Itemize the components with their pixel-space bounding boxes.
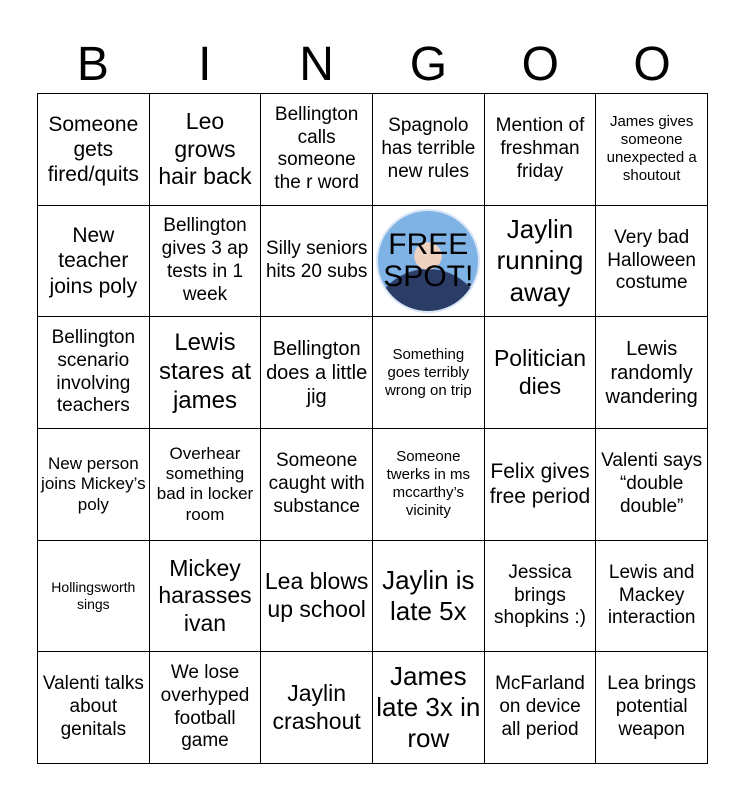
bingo-cell[interactable] <box>38 94 150 206</box>
cell-text: Something goes terribly wrong on trip <box>384 345 472 399</box>
cell-text: Mickey harasses ivan <box>158 554 252 636</box>
bingo-header <box>37 36 708 94</box>
free-space-cell[interactable] <box>373 206 485 318</box>
bingo-cell[interactable] <box>150 317 262 429</box>
bingo-cell[interactable] <box>596 429 708 541</box>
bingo-cell[interactable] <box>150 206 262 318</box>
cell-text: New person joins Mickey’s poly <box>41 453 146 514</box>
bingo-cell[interactable] <box>596 206 708 318</box>
cell-text: Jaylin running away <box>496 214 584 307</box>
cell-text: Bellington gives 3 ap tests in 1 week <box>161 215 249 305</box>
cell-text: Lewis randomly wandering <box>605 337 698 408</box>
cell-text: Lewis stares at james <box>158 329 252 415</box>
bingo-card <box>37 93 708 764</box>
bingo-cell[interactable] <box>485 94 597 206</box>
bingo-cell[interactable] <box>485 652 597 764</box>
bingo-cell[interactable] <box>373 429 485 541</box>
cell-text: Mention of freshman friday <box>495 115 585 182</box>
free-space-photo <box>376 209 480 313</box>
header-letter-g: G <box>409 38 448 91</box>
cell-text: Jaylin is late 5x <box>382 564 475 626</box>
cell-text: Jessica brings shopkins :) <box>494 561 586 629</box>
cell-text: McFarland on device all period <box>495 673 585 741</box>
bingo-cell[interactable] <box>261 206 373 318</box>
bingo-cell[interactable] <box>373 652 485 764</box>
cell-text: Silly seniors hits 20 subs <box>265 238 368 282</box>
cell-text: Spagnolo has terrible new rules <box>381 115 476 182</box>
cell-text: Bellington calls someone the r word <box>274 103 359 194</box>
bingo-cell[interactable] <box>596 541 708 653</box>
bingo-cell[interactable] <box>261 429 373 541</box>
cell-text: Hollingsworth sings <box>51 579 136 612</box>
bingo-cell[interactable] <box>38 429 150 541</box>
bingo-cell[interactable] <box>261 541 373 653</box>
cell-text: Jaylin crashout <box>272 680 361 734</box>
cell-text: Valenti says “double double” <box>601 450 703 517</box>
bingo-cell[interactable] <box>373 94 485 206</box>
header-letter-n: N <box>299 38 334 91</box>
cell-text: Someone caught with substance <box>268 450 365 517</box>
bingo-cell[interactable] <box>596 317 708 429</box>
cell-text: Bellington does a little jig <box>266 337 368 408</box>
cell-text: We lose overhyped football game <box>160 662 250 752</box>
bingo-cell[interactable] <box>373 541 485 653</box>
cell-text: Lea brings potential weapon <box>607 673 697 741</box>
cell-text: Very bad Halloween costume <box>607 226 697 294</box>
cell-text: James late 3x in row <box>376 660 481 754</box>
cell-text: Lea blows up school <box>264 568 369 622</box>
cell-text: Someone twerks in ms mccarthy’s vicinity <box>386 448 470 520</box>
header-letter-o: O <box>521 38 559 91</box>
cell-text: Felix gives free period <box>489 460 591 509</box>
bingo-cell[interactable] <box>596 652 708 764</box>
bingo-cell[interactable] <box>38 652 150 764</box>
bingo-cell[interactable] <box>373 317 485 429</box>
bingo-cell[interactable] <box>38 206 150 318</box>
cell-text: James gives someone unexpected a shoutout <box>606 113 697 185</box>
cell-text: Valenti talks about genitals <box>42 673 144 741</box>
bingo-cell[interactable] <box>485 206 597 318</box>
cell-text: Lewis and Mackey interaction <box>607 561 696 629</box>
bingo-cell[interactable] <box>485 429 597 541</box>
bingo-cell[interactable] <box>485 317 597 429</box>
bingo-cell[interactable] <box>38 317 150 429</box>
bingo-cell[interactable] <box>261 652 373 764</box>
cell-text: New teacher joins poly <box>49 224 138 298</box>
bingo-cell[interactable] <box>261 94 373 206</box>
bingo-cell[interactable] <box>150 429 262 541</box>
free-space-label: FREE SPOT! <box>383 228 474 293</box>
cell-text: Politician dies <box>493 345 587 399</box>
bingo-cell[interactable] <box>485 541 597 653</box>
bingo-cell[interactable] <box>150 541 262 653</box>
bingo-cell[interactable] <box>150 94 262 206</box>
header-letter-b: B <box>76 38 109 91</box>
cell-text: Bellington scenario involving teachers <box>51 327 136 417</box>
cell-text: Leo grows hair back <box>158 107 252 190</box>
cell-text: Overhear something bad in locker room <box>156 443 254 524</box>
header-letter-o-2: O <box>633 38 671 91</box>
cell-text: Someone gets fired/quits <box>47 112 139 186</box>
bingo-cell[interactable] <box>38 541 150 653</box>
bingo-cell[interactable] <box>261 317 373 429</box>
bingo-cell[interactable] <box>150 652 262 764</box>
header-letter-i: I <box>198 38 212 91</box>
bingo-cell[interactable] <box>596 94 708 206</box>
